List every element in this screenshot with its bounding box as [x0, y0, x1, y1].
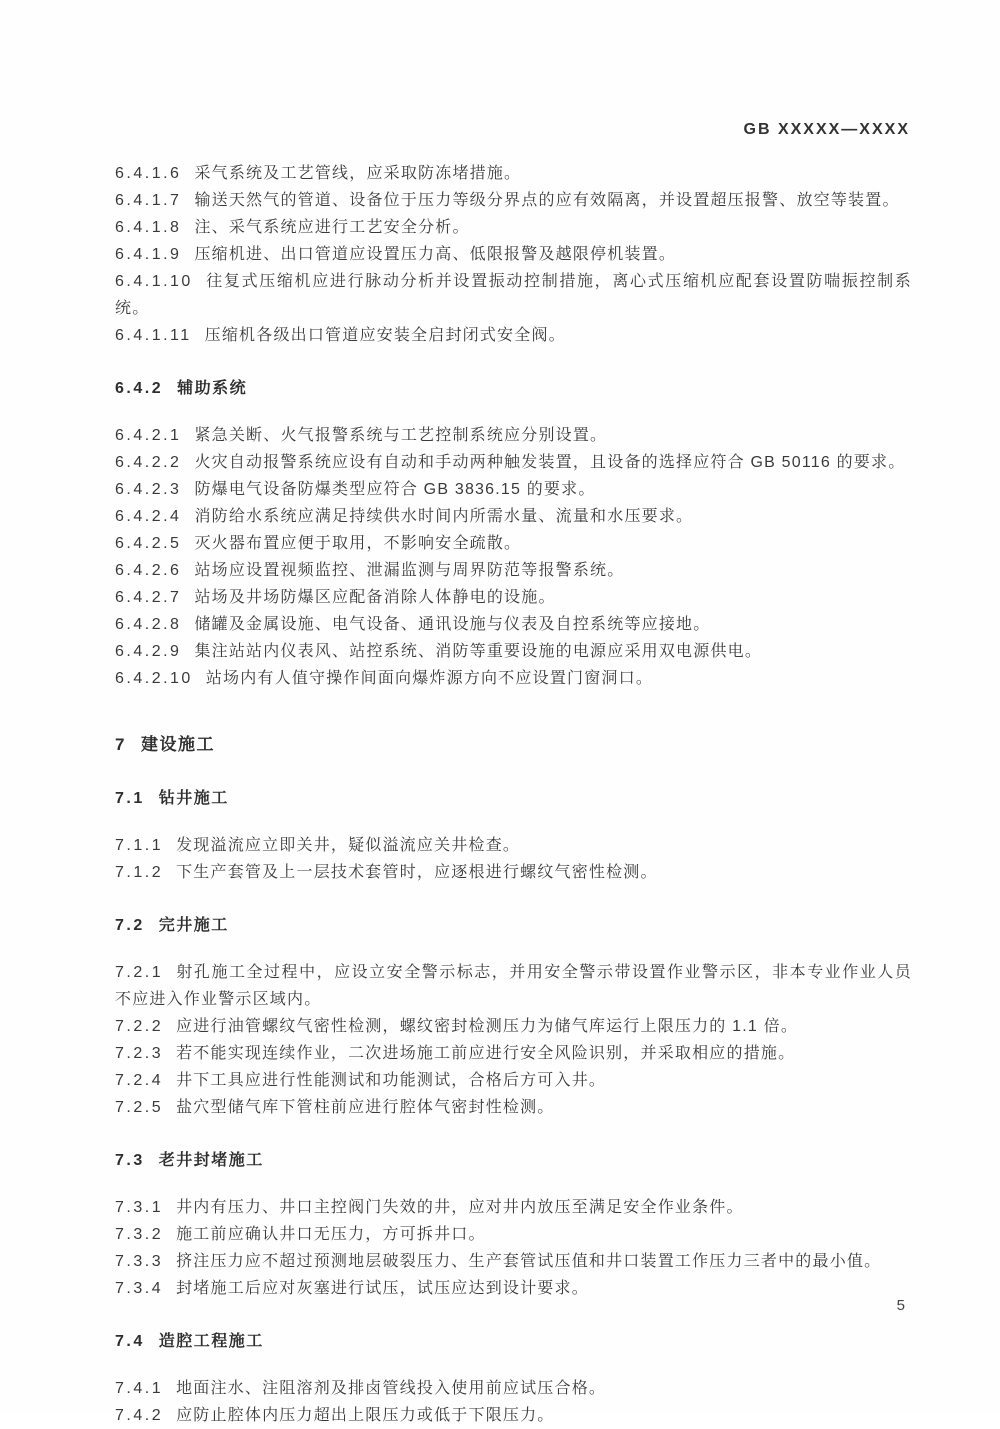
clause — [115, 214, 912, 241]
clause-number: 7.1.1 — [115, 837, 164, 854]
clause-text: 压缩机进、出口管道应设置压力高、低限报警及越限停机装置。 — [194, 246, 677, 263]
section-number: 7.1 — [115, 790, 145, 807]
clause-text: 发现溢流应立即关井，疑似溢流应关井检查。 — [176, 837, 521, 854]
clause-number: 6.4.2.2 — [115, 454, 182, 471]
clause-number: 6.4.2.6 — [115, 562, 182, 579]
clause-text: 站场应设置视频监控、泄漏监测与周界防范等报警系统。 — [194, 562, 625, 579]
clause-text: 井内有压力、井口主控阀门失效的井，应对井内放压至满足安全作业条件。 — [176, 1199, 744, 1216]
clause — [115, 859, 912, 886]
section-title: 钻井施工 — [158, 790, 229, 807]
section-heading — [115, 1147, 912, 1170]
clause-number: 6.4.1.10 — [115, 273, 193, 290]
clause-text: 储罐及金属设施、电气设备、通讯设施与仪表及自控系统等应接地。 — [194, 616, 711, 633]
clause — [115, 422, 912, 449]
clause-text: 消防给水系统应满足持续供水时间内所需水量、流量和水压要求。 — [194, 508, 694, 525]
clause-text: 井下工具应进行性能测试和功能测试，合格后方可入井。 — [176, 1072, 607, 1089]
clause-number: 7.2.5 — [115, 1099, 164, 1116]
clause-number: 7.3.4 — [115, 1280, 164, 1297]
clause-number: 6.4.1.7 — [115, 192, 182, 209]
clause-text: 灭火器布置应便于取用，不影响安全疏散。 — [194, 535, 522, 552]
clause-number: 6.4.2.4 — [115, 508, 182, 525]
clause — [115, 638, 912, 665]
clause — [115, 530, 912, 557]
clause-text: 防爆电气设备防爆类型应符合 GB 3836.15 的要求。 — [194, 481, 596, 498]
clause-text: 输送天然气的管道、设备位于压力等级分界点的应有效隔离，并设置超压报警、放空等装置。 — [194, 192, 900, 209]
clause-text: 火灾自动报警系统应设有自动和手动两种触发装置，且设备的选择应符合 GB 50116 的要求。 — [194, 454, 906, 471]
section-heading — [115, 1328, 912, 1351]
clause — [115, 449, 912, 476]
section-title: 辅助系统 — [177, 380, 248, 397]
clause — [115, 241, 912, 268]
clause-number: 7.2.1 — [115, 964, 164, 981]
clause — [115, 832, 912, 859]
section-title: 完井施工 — [158, 917, 229, 934]
clause-text: 应防止腔体内压力超出上限压力或低于下限压力。 — [176, 1407, 555, 1424]
clause — [115, 1402, 912, 1429]
section-heading — [115, 785, 912, 808]
clause — [115, 665, 912, 692]
clause-text: 采气系统及工艺管线，应采取防冻堵措施。 — [194, 165, 522, 182]
clause-number: 7.3.2 — [115, 1226, 164, 1243]
clause-number: 6.4.1.11 — [115, 327, 192, 344]
section-heading — [115, 375, 912, 398]
clause-text: 射孔施工全过程中，应设立安全警示标志，并用安全警示带设置作业警示区，非本专业作业人员不应进入作业警示区域内。 — [115, 964, 912, 1008]
section-number: 6.4.2 — [115, 380, 164, 397]
clause-text: 下生产套管及上一层技术套管时，应逐根进行螺纹气密性检测。 — [176, 864, 658, 881]
page-number: 5 — [896, 1297, 905, 1314]
clause — [115, 503, 912, 530]
clause-text: 若不能实现连续作业，二次进场施工前应进行安全风险识别，并采取相应的措施。 — [176, 1045, 796, 1062]
section-number: 7.3 — [115, 1152, 145, 1169]
clause-text: 地面注水、注阻溶剂及排卤管线投入使用前应试压合格。 — [176, 1380, 607, 1397]
section-heading — [115, 912, 912, 935]
clause-number: 6.4.2.1 — [115, 427, 182, 444]
clause — [115, 584, 912, 611]
document-body — [115, 160, 912, 1429]
clause — [115, 160, 912, 187]
clause-number: 6.4.1.8 — [115, 219, 182, 236]
clause-number: 6.4.2.9 — [115, 643, 182, 660]
clause — [115, 476, 912, 503]
clause-number: 6.4.2.5 — [115, 535, 182, 552]
clause-number: 6.4.2.8 — [115, 616, 182, 633]
clause-number: 7.2.2 — [115, 1018, 164, 1035]
clause — [115, 187, 912, 214]
clause-number: 6.4.1.6 — [115, 165, 182, 182]
clause-number: 7.3.1 — [115, 1199, 164, 1216]
section-title: 老井封堵施工 — [158, 1152, 264, 1169]
clause-text: 施工前应确认井口无压力，方可拆井口。 — [176, 1226, 486, 1243]
clause-number: 7.2.3 — [115, 1045, 164, 1062]
section-title: 造腔工程施工 — [158, 1333, 264, 1350]
clause — [115, 1067, 912, 1094]
clause — [115, 611, 912, 638]
clause-number: 6.4.1.9 — [115, 246, 182, 263]
clause-text: 站场内有人值守操作间面向爆炸源方向不应设置门窗洞口。 — [205, 670, 654, 687]
clause — [115, 1013, 912, 1040]
chapter-title: 建设施工 — [140, 735, 215, 754]
clause-text: 紧急关断、火气报警系统与工艺控制系统应分别设置。 — [194, 427, 608, 444]
clause — [115, 557, 912, 584]
clause-text: 站场及井场防爆区应配备消除人体静电的设施。 — [194, 589, 556, 606]
clause-number: 7.2.4 — [115, 1072, 164, 1089]
clause-number: 7.1.2 — [115, 864, 164, 881]
clause — [115, 1275, 912, 1302]
chapter-number: 7 — [115, 735, 127, 754]
clause-text: 挤注压力应不超过预测地层破裂压力、生产套管试压值和井口装置工作压力三者中的最小值。 — [176, 1253, 882, 1270]
clause-text: 应进行油管螺纹气密性检测，螺纹密封检测压力为储气库运行上限压力的 1.1 倍。 — [176, 1018, 799, 1035]
clause-text: 集注站站内仪表风、站控系统、消防等重要设施的电源应采用双电源供电。 — [194, 643, 763, 660]
section-number: 7.2 — [115, 917, 145, 934]
clause — [115, 1040, 912, 1067]
clause-text: 往复式压缩机应进行脉动分析并设置振动控制措施，离心式压缩机应配套设置防喘振控制系统。 — [115, 273, 912, 317]
clause — [115, 1194, 912, 1221]
clause — [115, 322, 912, 349]
clause — [115, 1248, 912, 1275]
doc-code: GB XXXXX—XXXX — [743, 121, 910, 138]
clause — [115, 1221, 912, 1248]
clause-number: 7.4.2 — [115, 1407, 164, 1424]
clause-number: 7.4.1 — [115, 1380, 164, 1397]
section-number: 7.4 — [115, 1333, 145, 1350]
clause-text: 压缩机各级出口管道应安装全启封闭式安全阀。 — [204, 327, 566, 344]
clause — [115, 1094, 912, 1121]
clause-text: 封堵施工后应对灰塞进行试压，试压应达到设计要求。 — [176, 1280, 589, 1297]
clause — [115, 1375, 912, 1402]
clause-text: 盐穴型储气库下管柱前应进行腔体气密封性检测。 — [176, 1099, 555, 1116]
chapter-heading — [115, 730, 912, 755]
clause — [115, 268, 912, 322]
clause — [115, 959, 912, 1013]
clause-number: 7.3.3 — [115, 1253, 164, 1270]
clause-number: 6.4.2.7 — [115, 589, 182, 606]
clause-text: 注、采气系统应进行工艺安全分析。 — [194, 219, 470, 236]
clause-number: 6.4.2.10 — [115, 670, 193, 687]
clause-number: 6.4.2.3 — [115, 481, 182, 498]
